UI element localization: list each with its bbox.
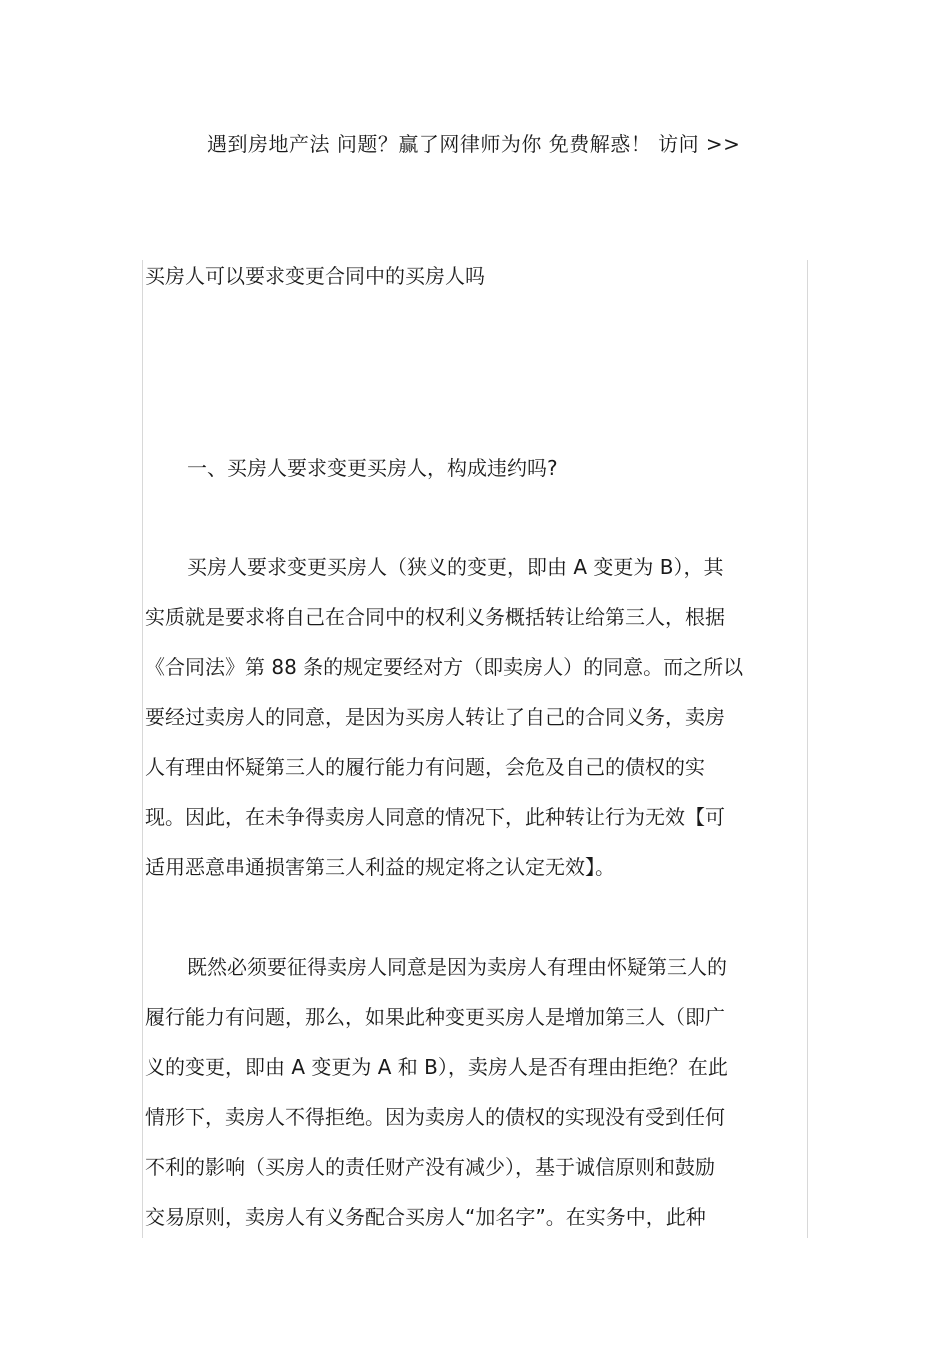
- promo-banner[interactable]: 遇到房地产法 问题？赢了网律师为你 免费解惑！ 访问 >>: [207, 132, 741, 156]
- document-frame: [142, 260, 808, 1238]
- paragraph2-line: 情形下，卖房人不得拒绝。因为卖房人的债权的实现没有受到任何: [145, 1105, 725, 1129]
- paragraph1-line: 实质就是要求将自己在合同中的权利义务概括转让给第三人，根据: [145, 605, 725, 629]
- paragraph1-line: 要经过卖房人的同意，是因为买房人转让了自己的合同义务，卖房: [145, 705, 725, 729]
- paragraph1-line: 人有理由怀疑第三人的履行能力有问题，会危及自己的债权的实: [145, 755, 705, 779]
- article-title: 买房人可以要求变更合同中的买房人吗: [145, 264, 485, 288]
- paragraph1-line: 买房人要求变更买房人（狭义的变更，即由 A 变更为 B），其: [187, 555, 724, 579]
- paragraph2-line: 履行能力有问题，那么，如果此种变更买房人是增加第三人（即广: [145, 1005, 725, 1029]
- paragraph2-line: 既然必须要征得卖房人同意是因为卖房人有理由怀疑第三人的: [187, 955, 727, 979]
- paragraph1-line: 适用恶意串通损害第三人利益的规定将之认定无效】。: [145, 855, 615, 879]
- paragraph1-line: 现。因此，在未争得卖房人同意的情况下，此种转让行为无效【可: [145, 805, 725, 829]
- paragraph2-line: 义的变更，即由 A 变更为 A 和 B），卖房人是否有理由拒绝？在此: [145, 1055, 728, 1079]
- paragraph1-line: 《合同法》第 88 条的规定要经对方（即卖房人）的同意。而之所以: [145, 655, 744, 679]
- paragraph2-line: 交易原则，卖房人有义务配合买房人“加名字”。在实务中，此种: [145, 1205, 706, 1229]
- section-heading: 一、买房人要求变更买房人，构成违约吗?: [187, 456, 558, 480]
- paragraph2-line: 不利的影响（买房人的责任财产没有减少），基于诚信原则和鼓励: [145, 1155, 715, 1179]
